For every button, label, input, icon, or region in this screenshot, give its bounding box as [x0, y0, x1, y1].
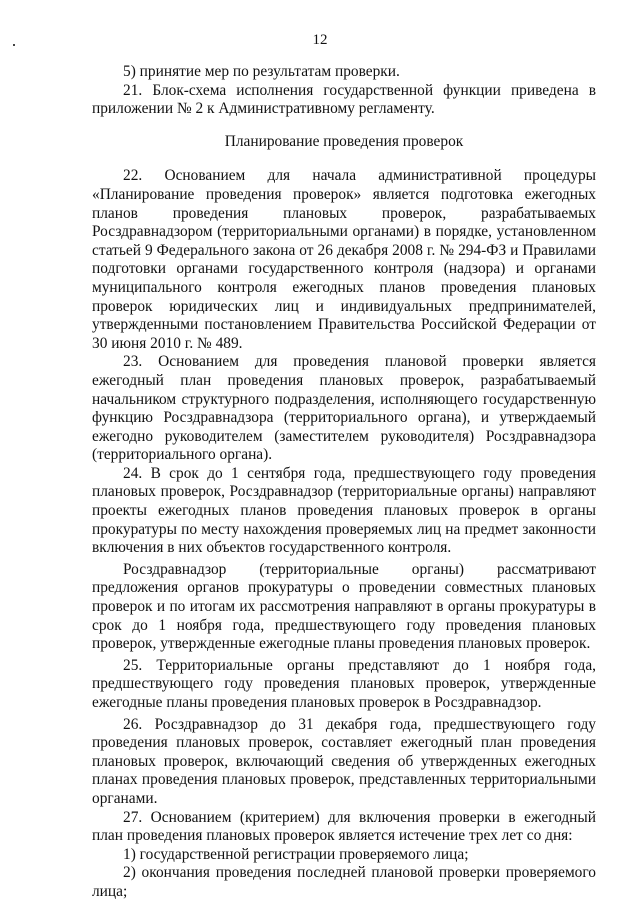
- paragraph-22: 22. Основанием для начала административной процедуры «Планирование проведения проверок» является подготовка ежегодных планов проведения плановых проверок, разрабатываемых Росздравнадзором (территориальными органами) в порядке, установленном статьей 9 Федерального закона от 26 декабря 2008 г. № 294-ФЗ и Правилами подготовки органами государственного контроля (надзора) и органами муниципального контроля ежегодных планов проведения плановых проверок юридических лиц и индивидуальных предпринимателей, утвержденными постановлением Правительства Российской Федерации от 30 июня 2010 г. № 489.: [92, 167, 596, 352]
- section-heading: Планирование проведения проверок: [224, 132, 464, 150]
- paragraph-27: 27. Основанием (критерием) для включения проверки в ежегодный план проведения плановых проверок является истечение трех лет со дня:: [92, 808, 596, 845]
- paragraph-5-measures: 5) принятие мер по результатам проверки.: [123, 63, 400, 80]
- paragraph-23: 23. Основанием для проведения плановой проверки является ежегодный план проведения плановых проверок, разрабатываемый начальником структурного подразделения, исполняющего государственную функцию Росздравнадзора (территориального органа), и утверждаемый ежегодно руководителем (заместителем руководителя) Росздравнадзора (территориального органа).: [92, 353, 596, 464]
- list-item-2: 2) окончания проведения последней плановой проверки проверяемого лица;: [92, 864, 596, 900]
- page-number: 12: [312, 32, 328, 48]
- paragraph-21: 21. Блок-схема исполнения государственной функции приведена в приложении № 2 к Административному регламенту.: [92, 81, 596, 118]
- list-item-1: 1) государственной регистрации проверяемого лица;: [123, 845, 469, 863]
- paragraph-24-continued: Росздравнадзор (территориальные органы) рассматривают предложения органов прокуратуры о проведении совместных плановых проверок и по итогам их рассмотрения направляют в органы прокуратуры в срок до 1 ноября года, предшествующего году проведения плановых проверок, утвержденные ежегодные планы проведения плановых проверок.: [92, 560, 596, 653]
- paragraph-25: 25. Территориальные органы представляют до 1 ноября года, предшествующего году проведения плановых проверок, утвержденные ежегодные планы проведения плановых проверок в Росздравнадзор.: [92, 656, 596, 711]
- document-body: [92, 63, 596, 902]
- paragraph-24: 24. В срок до 1 сентября года, предшествующего году проведения плановых проверок, Росздравнадзор (территориальные органы) направляют проекты ежегодных планов проведения плановых проверок в органы прокуратуры по месту нахождения проверяемых лиц на предмет законности включения в них объектов государственного контроля.: [92, 464, 596, 557]
- paragraph-26: 26. Росздравнадзор до 31 декабря года, предшествующего году проведения плановых проверок, составляет ежегодный план проведения плановых проверок, включающий сведения об утвержденных ежегодных планах проведения плановых проверок, представленных территориальными органами.: [92, 715, 596, 807]
